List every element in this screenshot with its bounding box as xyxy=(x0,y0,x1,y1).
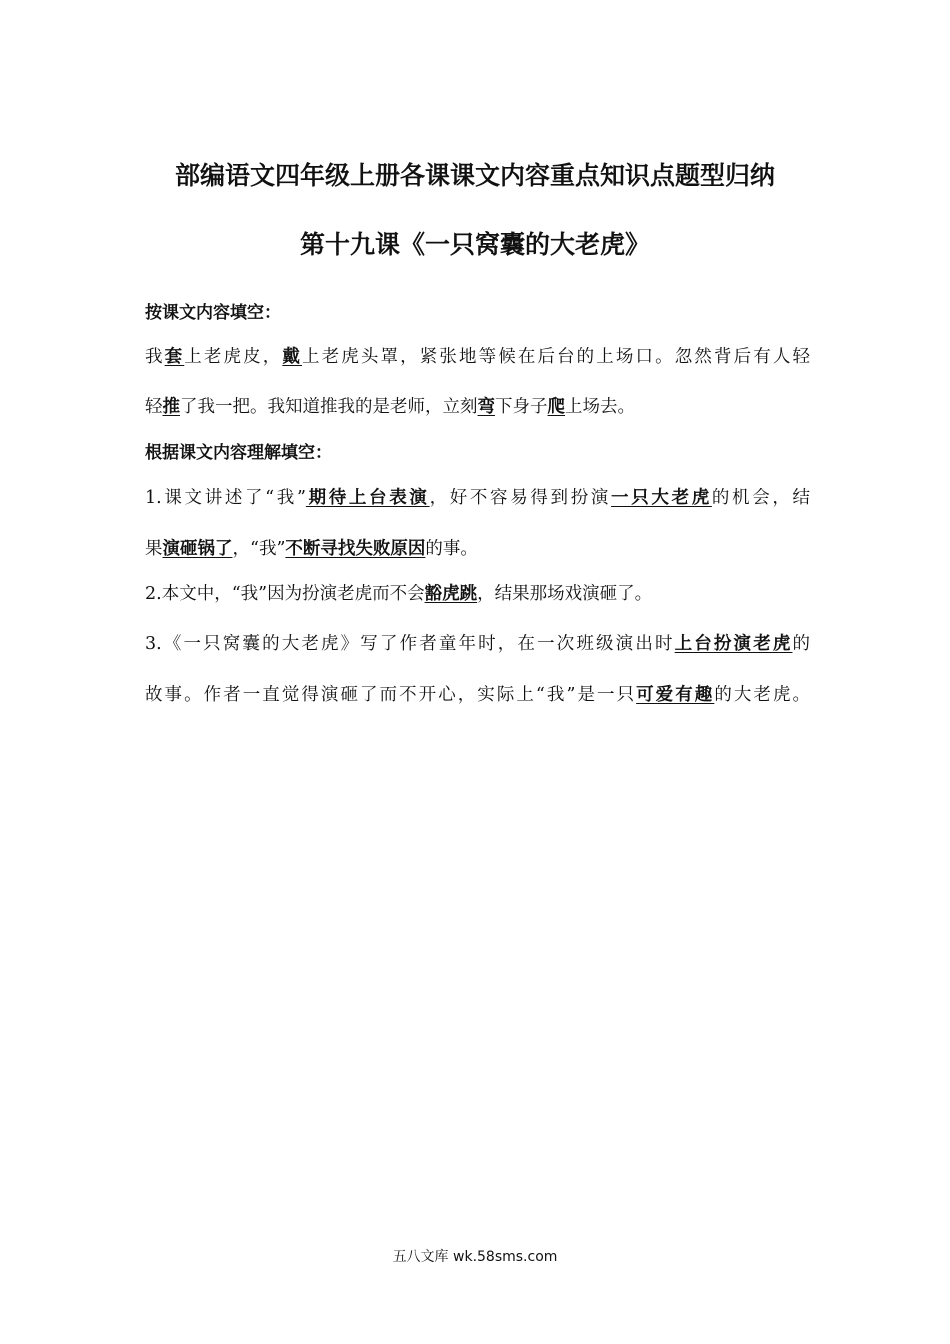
question-line: 故事。作者一直觉得演砸了而不开心，实际上“我”是一只可爱有趣的大老虎。 xyxy=(145,685,810,705)
answer-blank: 可爱有趣 xyxy=(636,685,715,705)
answer-blank: 上台扮演老虎 xyxy=(674,634,793,654)
question-line: 2.本文中，“我”因为扮演老虎而不会豁虎跳，结果那场戏演砸了。 xyxy=(145,584,653,604)
document-title: 部编语文四年级上册各课课文内容重点知识点题型归纳 xyxy=(174,161,775,190)
answer-blank: 一只大老虎 xyxy=(611,488,712,508)
section-heading-fill-in: 按课文内容填空： xyxy=(145,303,281,323)
paragraph-line: 我套上老虎皮，戴上老虎头罩，紧张地等候在后台的上场口。忽然背后有人轻 xyxy=(145,347,811,367)
answer-blank: 演砸锅了 xyxy=(162,539,233,559)
answer-blank: 戴 xyxy=(282,347,302,367)
answer-blank: 弯 xyxy=(477,397,495,417)
question-line: 果演砸锅了，“我”不断寻找失败原因的事。 xyxy=(145,539,478,559)
section-heading-comprehension: 根据课文内容理解填空： xyxy=(145,443,332,463)
paragraph-line: 轻推了我一把。我知道推我的是老师，立刻弯下身子爬上场去。 xyxy=(145,397,635,417)
answer-blank: 套 xyxy=(164,347,185,367)
answer-blank: 豁虎跳 xyxy=(424,584,478,604)
answer-blank: 推 xyxy=(162,397,180,417)
answer-blank: 不断寻找失败原因 xyxy=(285,539,426,559)
question-line: 3.《一只窝囊的大老虎》写了作者童年时，在一次班级演出时上台扮演老虎的 xyxy=(145,634,810,654)
question-line: 1.课文讲述了“我”期待上台表演，好不容易得到扮演一只大老虎的机会，结 xyxy=(145,488,811,508)
footer-watermark: 五八文库 wk.58sms.com xyxy=(392,1249,558,1265)
lesson-title: 第十九课《一只窝囊的大老虎》 xyxy=(299,230,650,259)
answer-blank: 爬 xyxy=(547,397,565,417)
answer-blank: 期待上台表演 xyxy=(305,488,430,508)
